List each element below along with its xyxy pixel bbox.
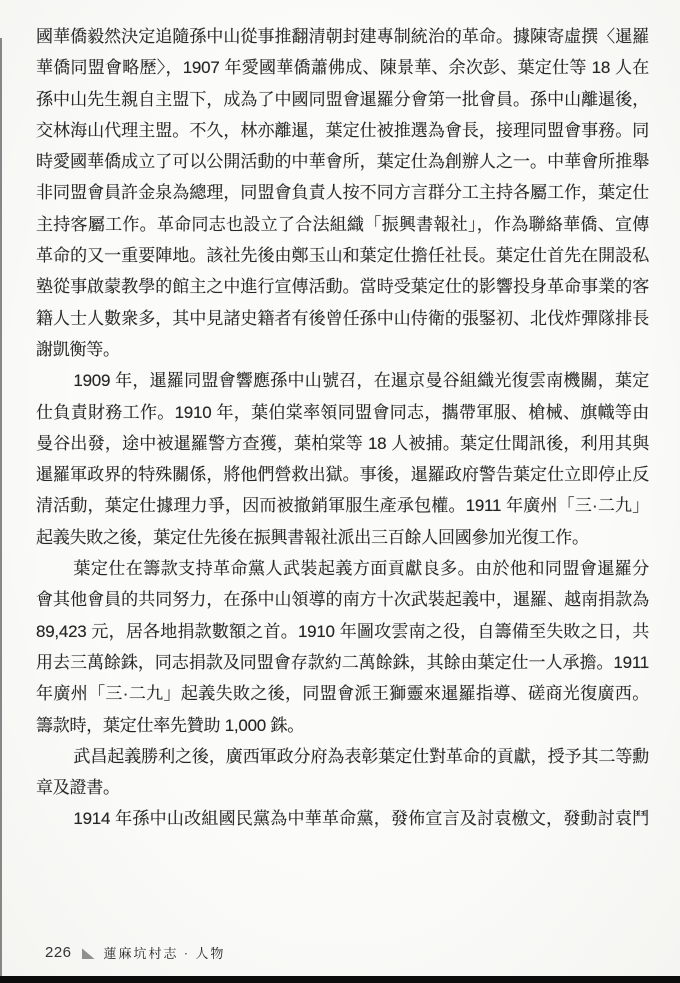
text-line: 華僑同盟會略歷〉，1907 年愛國華僑蕭佛成、陳景華、余次彭、葉定仕等 18 人在 (36, 58, 649, 78)
body-text (36, 21, 649, 835)
text-line: 1909 年，暹羅同盟會響應孫中山號召，在暹京曼谷組織光復雲南機關，葉定 (73, 371, 649, 391)
scan-left-edge-line (0, 38, 2, 983)
text-line: 起義失敗之後，葉定仕先後在振興書報社派出三百餘人回國參加光復工作。 (36, 527, 589, 547)
text-line: 年廣州「三·二九」起義失敗之後，同盟會派王獅靈來暹羅指導、磋商光復廣西。 (36, 684, 649, 704)
text-line: 籍人士人數衆多，其中見諸史籍者有後曾任孫中山侍衛的張鋻初、北伐炸彈隊排長 (36, 308, 649, 328)
text-line: 武昌起義勝利之後，廣西軍政分府為表彰葉定仕對革命的貢獻，授予其二等勳 (73, 746, 649, 766)
text-line: 仕負責財務工作。1910 年，葉伯棠率領同盟會同志，攜帶軍服、槍械、旗幟等由 (36, 402, 649, 422)
text-line: 89,423 元，居各地捐款數額之首。1910 年圖攻雲南之役，自籌備至失敗之日，共 (36, 621, 649, 641)
text-line: 葉定仕在籌款支持革命黨人武裝起義方面貢獻良多。由於他和同盟會暹羅分 (73, 559, 649, 579)
triangle-icon (82, 948, 95, 959)
text-line: 孫中山先生親自主盟下，成為了中國同盟會暹羅分會第一批會員。孫中山離暹後， (36, 89, 649, 109)
scan-bottom-edge-bar (0, 976, 680, 983)
text-line: 國華僑毅然決定追隨孫中山從事推翻清朝封建專制統治的革命。據陳寄虛撰〈暹羅 (36, 27, 649, 46)
text-line: 主持客屬工作。革命同志也設立了合法組織「振興書報社」，作為聯絡華僑、宣傳 (36, 214, 649, 234)
page-number: 226 (45, 944, 72, 961)
text-line: 非同盟會員許金泉為總理，同盟會負責人按不同方言群分工主持各屬工作，葉定仕 (36, 183, 649, 203)
text-line: 塾從事啟蒙教學的館主之中進行宣傳活動。當時受葉定仕的影響投身革命事業的客 (36, 277, 649, 297)
text-line: 革命的又一重要陣地。該社先後由鄭玉山和葉定仕擔任社長。葉定仕首先在開設私 (36, 246, 649, 266)
text-line: 時愛國華僑成立了可以公開活動的中華會所，葉定仕為創辦人之一。中華會所推舉 (36, 152, 649, 172)
text-line: 籌款時，葉定仕率先贊助 1,000 銖。 (36, 715, 304, 735)
text-line: 會其他會員的共同努力，在孫中山領導的南方十次武裝起義中，暹羅、越南捐款為 (36, 590, 649, 610)
text-line: 1914 年孫中山改組國民黨為中華革命黨，發佈宣言及討袁檄文，發動討袁鬥 (73, 809, 649, 829)
page-footer (45, 943, 649, 962)
text-line: 暹羅軍政界的特殊關係，將他們營救出獄。事後，暹羅政府警告葉定仕立即停止反 (36, 465, 649, 485)
book-title: 蓮麻坑村志 · 人物 (103, 946, 226, 961)
text-line: 章及證書。 (36, 778, 120, 798)
text-line: 交林海山代理主盟。不久，林亦離暹，葉定仕被推選為會長，接理同盟會事務。同 (36, 120, 649, 140)
text-line: 用去三萬餘銖，同志捐款及同盟會存款約二萬餘銖，其餘由葉定仕一人承擔。1911 (36, 652, 649, 672)
text-line: 曼谷出發，途中被暹羅警方查獲，葉柏棠等 18 人被捕。葉定仕聞訊後，利用其與 (36, 433, 649, 453)
text-line: 謝凱衡等。 (36, 339, 120, 359)
text-line: 清活動，葉定仕據理力爭，因而被撤銷軍服生產承包權。1911 年廣州「三·二九」 (36, 496, 649, 516)
